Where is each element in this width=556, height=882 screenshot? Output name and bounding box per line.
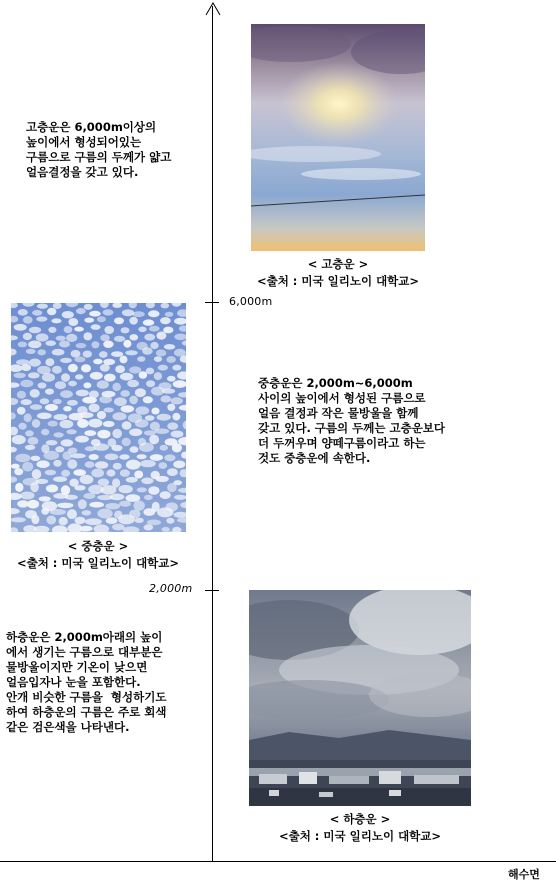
altitude-axis xyxy=(212,6,213,862)
high-cloud-description: 고층운은 6,000m이상의 높이에서 형성되어있는 구름으로 구름의 두께가 얇고 얼음결정을 갖고 있다. xyxy=(26,120,172,179)
middle-cloud-photo xyxy=(11,303,186,532)
tick-label-6000m: 6,000m xyxy=(229,295,273,308)
high-cloud-photo xyxy=(251,24,425,251)
low-cloud-source: <출처 : 미국 일리노이 대학교> xyxy=(278,829,442,843)
middle-cloud-description: 중층운은 2,000m~6,000m 사이의 높이에서 형성된 구름으로 얼음 결정과 작은 물방울을 함께 갖고 있다. 구름의 두께는 고층운보다 더 두꺼우며 양떼구름이라고 하는 것도 중층운에 속한다. xyxy=(258,376,446,465)
axis-arrow-icon xyxy=(205,2,221,16)
high-cloud-source: <출처 : 미국 일리노이 대학교> xyxy=(256,274,420,288)
sea-level-line xyxy=(0,861,556,862)
low-cloud-title: < 하층운 > xyxy=(329,812,391,826)
tick-2000m xyxy=(205,590,219,591)
low-cloud-description: 하층운은 2,000m아래의 높이 에서 생기는 구름으로 대부분은 물방울이지만 기온이 낮으면 얼음입자나 눈을 포함한다. 안개 비슷한 구름을 형성하기도 하여 하층운의 구름은 주로 회색 같은 검은색을 나타낸다. xyxy=(6,630,167,734)
middle-cloud-title: < 중층운 > xyxy=(67,539,129,553)
high-cloud-title: < 고층운 > xyxy=(307,257,369,271)
sea-level-label: 해수면 xyxy=(508,868,540,881)
tick-label-2000m: 2,000m xyxy=(149,582,193,595)
middle-cloud-source: <출처 : 미국 일리노이 대학교> xyxy=(16,556,180,570)
tick-6000m xyxy=(205,302,219,303)
low-cloud-photo xyxy=(249,590,471,806)
